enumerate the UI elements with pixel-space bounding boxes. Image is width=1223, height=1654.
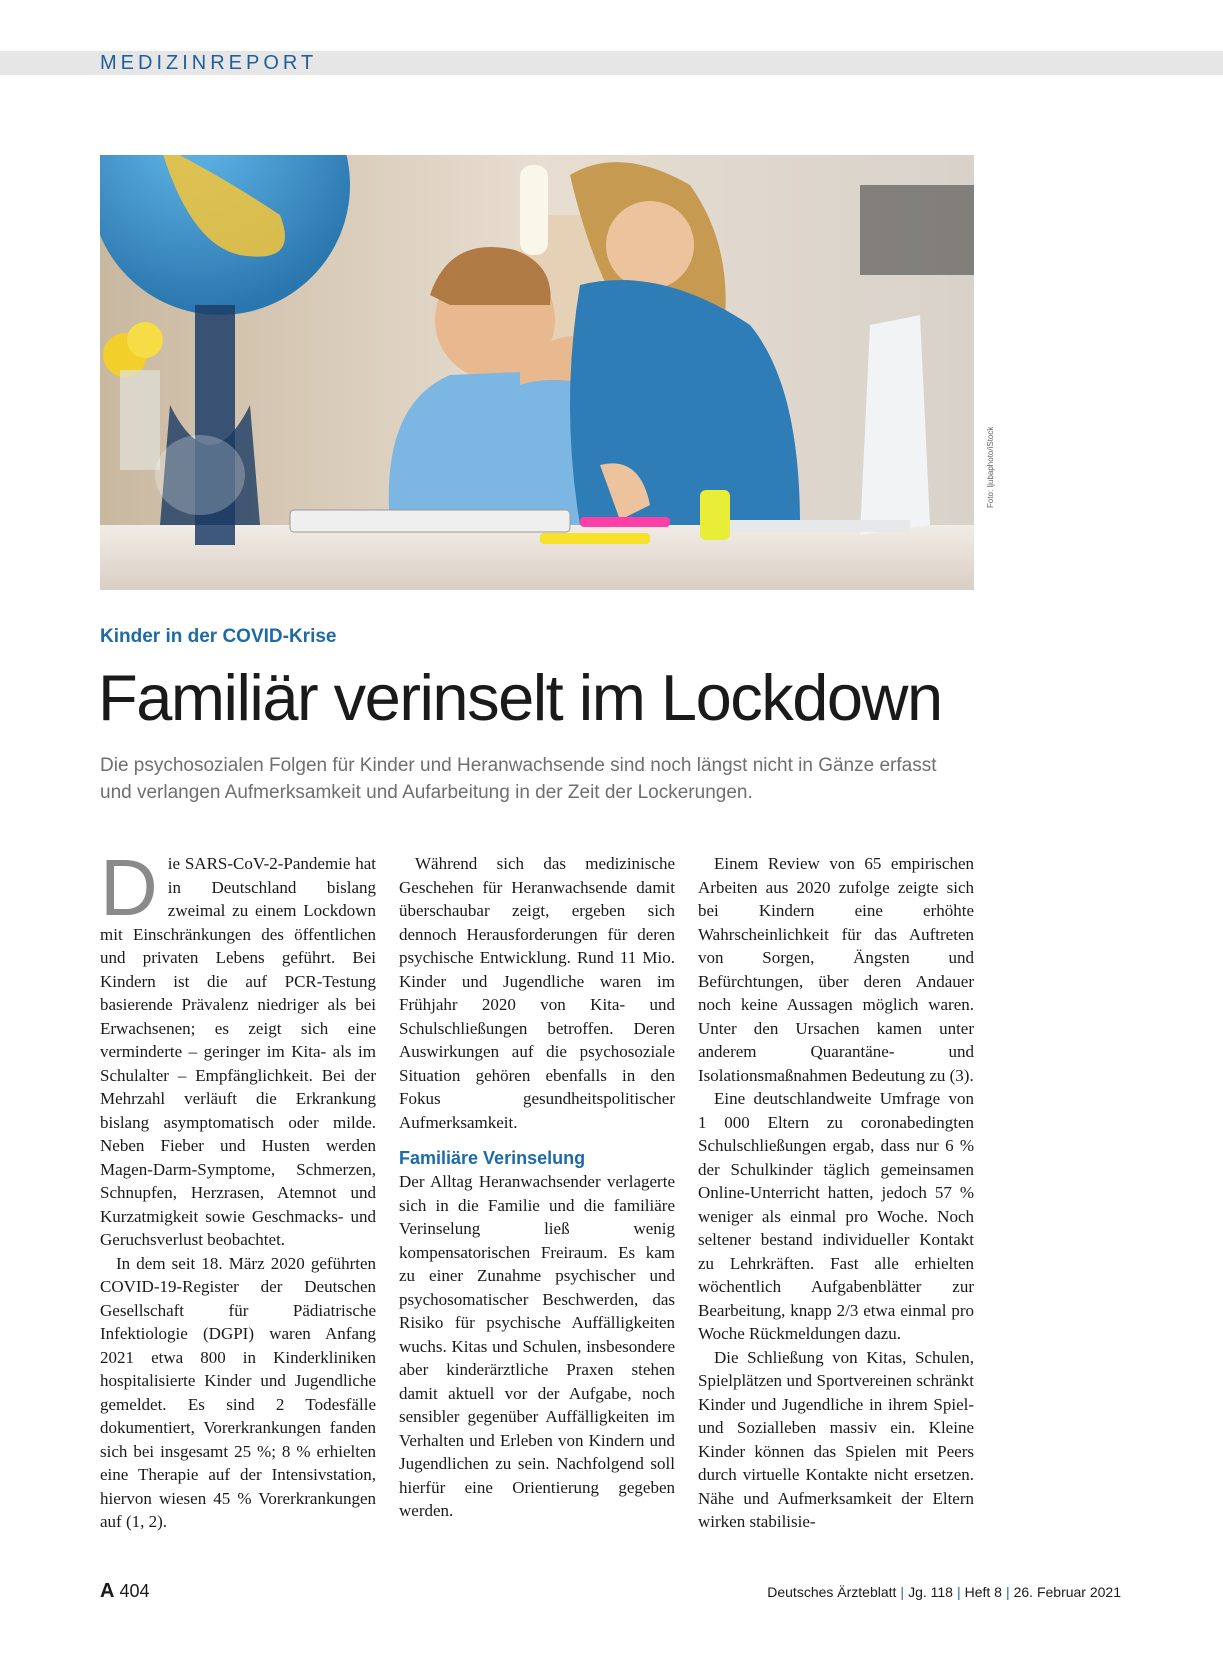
paragraph-text: ie SARS-CoV-2-Pandemie hat in Deutschland bislang zweimal zu einem Lockdown mit Einschränkungen des öffentlichen und privaten Lebens geführt. Bei Kindern ist die auf PCR-Testung basierende Prävalenz niedriger als bei Erwachsenen; es zeigt sich eine verminderte – geringer im Kita- als im Schulalter – Empfänglichkeit. Bei der Mehrzahl verläuft die Erkrankung bislang asymptomatisch oder milde. Neben Fieber und Husten werden Magen-Darm-Symptome, Schmerzen, Schnupfen, Herzrasen, Atemnot und Kurzatmigkeit sowie Geschmacks- und Geruchsverlust beobachtet.: [100, 854, 376, 1249]
journal-footer: Deutsches Ärzteblatt | Jg. 118 | Heft 8 | 26. Februar 2021: [767, 1584, 1121, 1600]
article-lead: Die psychosozialen Folgen für Kinder und Heranwachsende sind noch längst nicht in Gänze erfasst und verlangen Aufmerksamkeit und Aufarbeitung in der Zeit der Lockerungen.: [100, 755, 937, 803]
paragraph: Eine deutschlandweite Umfrage von 1 000 Eltern zu coronabedingten Schulschließungen ergab, dass nur 6 % der Schulkinder täglich gemeinsamen Online-Unterricht hatten, jedoch 57 % weniger als einmal pro Woche. Noch seltener bestand individueller Kontakt zu Lehrkräften. Fast alle erhielten wöchentlich Aufgabenblätter zur Bearbeitung, knapp 2/3 etwa einmal pro Woche Rückmeldungen dazu.: [698, 1089, 974, 1343]
section-label: MEDIZINREPORT: [100, 52, 318, 74]
article-column-3: [698, 852, 974, 1534]
article-photo: [100, 155, 974, 590]
paragraph: Die Schließung von Kitas, Schulen, Spielplätzen und Sportvereinen schränkt Kinder und Jugendliche in ihrem Spiel- und Sozialleben massiv ein. Kleine Kinder können das Spielen mit Peers durch virtuelle Kontakte nicht ersetzen. Nähe und Aufmerksamkeit der Eltern wirken stabilisie-: [698, 1347, 974, 1531]
journal-date: 26. Februar 2021: [1013, 1584, 1121, 1600]
paragraph: [100, 843, 376, 1252]
photo-credit: Foto: ljubaphoto/iStock: [986, 426, 995, 508]
section-subhead: Familiäre Verinselung: [399, 1148, 586, 1168]
paragraph: Während sich das medizinische Geschehen für Heranwachsende damit überschaubar zeigt, ergeben sich dennoch Herausforderungen für deren psychische Entwicklung. Rund 11 Mio. Kinder und Jugendliche waren im Frühjahr 2020 von Kita- und Schulschließungen betroffen. Deren Auswirkungen auf die psychosoziale Situation gehören ebenfalls in den Fokus gesundheitspolitischer Aufmerksamkeit.: [399, 854, 675, 1132]
article-column-2: [399, 852, 675, 1523]
drop-cap: D: [100, 843, 158, 932]
paragraph: In dem seit 18. März 2020 geführten COVID-19-Register der Deutschen Gesellschaft für Pädiatrische Infektiologie (DGPI) waren Anfang 2021 etwa 800 in Kinderkliniken hospitalisierte Kinder und Jugendliche gemeldet. Es sind 2 Todesfälle dokumentiert, Vorerkrankungen fanden sich bei insgesamt 25 %; 8 % erhielten eine Therapie auf der Intensivstation, hiervon wiesen 45 % Vorerkrankungen auf (1, 2).: [100, 1253, 376, 1531]
article-column-1: [100, 843, 376, 1534]
paragraph: Der Alltag Heranwachsender verlagerte sich in die Familie und die familiäre Verinselung ließ wenig kompensatorischen Freiraum. Es kam zu einer Zunahme psychischer und psychosomatischer Beschwerden, das Risiko für psychische Auffälligkeiten wuchs. Kitas und Schulen, insbesondere aber kinderärztliche Praxen stehen damit aktuell vor der Aufgabe, noch sensibler gegenüber Auffälligkeiten im Verhalten und Erleben von Kindern und Jugendlichen zu sein. Nachfolgend soll hierfür eine Orientierung gegeben werden.: [399, 1172, 675, 1520]
paragraph: Einem Review von 65 empirischen Arbeiten aus 2020 zufolge zeigte sich bei Kindern eine erhöhte Wahrscheinlichkeit für das Auftreten von Sorgen, Ängsten und Befürchtungen, über deren Andauer noch keine Aussagen möglich waren. Unter den Ursachen kamen unter anderem Quarantäne- und Isolationsmaßnahmen Bedeutung zu (3).: [698, 854, 974, 1085]
page-prefix: A: [100, 1580, 115, 1602]
journal-volume: Jg. 118: [908, 1584, 953, 1600]
journal-issue: Heft 8: [964, 1584, 1002, 1600]
article-title: Familiär verinselt im Lockdown: [98, 661, 942, 734]
journal-name: Deutsches Ärzteblatt: [767, 1584, 897, 1600]
page-number: [100, 1580, 150, 1603]
page-number-value: 404: [119, 1581, 150, 1601]
article-kicker: Kinder in der COVID-Krise: [100, 626, 337, 647]
